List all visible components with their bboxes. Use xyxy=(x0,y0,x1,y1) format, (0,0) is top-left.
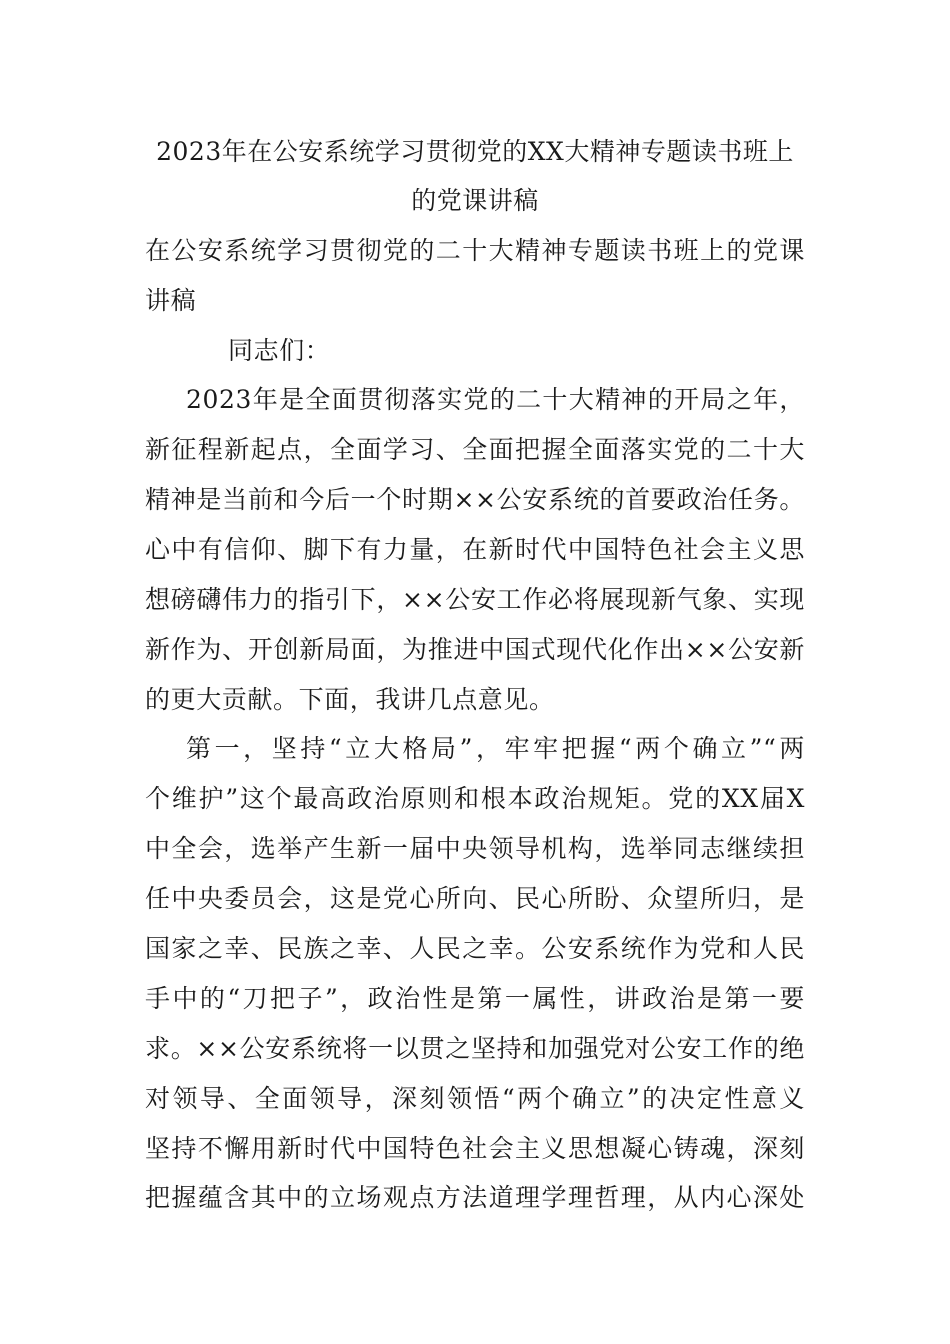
paragraph-2-line-2: 个维护”这个最高政治原则和根本政治规矩。党的XX届X xyxy=(145,784,805,813)
paragraph-2-line-5: 国家之幸、民族之幸、人民之幸。公安系统作为党和人民 xyxy=(145,934,805,963)
paragraph-2-line-10: 把握蕴含其中的立场观点方法道理学理哲理，从内心深处 xyxy=(145,1183,805,1212)
paragraph-2-line-9: 坚持不懈用新时代中国特色社会主义思想凝心铸魂，深刻 xyxy=(145,1134,805,1163)
document-title-line-1: 2023年在公安系统学习贯彻党的XX大精神专题读书班上 xyxy=(156,137,794,166)
paragraph-1-line-2: 新征程新起点，全面学习、全面把握全面落实党的二十大 xyxy=(145,435,805,464)
subtitle-line-1: 在公安系统学习贯彻党的二十大精神专题读书班上的党课 xyxy=(145,236,805,265)
paragraph-2-line-4: 任中央委员会，这是党心所向、民心所盼、众望所归，是 xyxy=(145,884,805,913)
paragraph-2-line-6: 手中的“刀把子”，政治性是第一属性，讲政治是第一要 xyxy=(145,984,805,1013)
paragraph-1-line-4: 心中有信仰、脚下有力量，在新时代中国特色社会主义思 xyxy=(145,535,805,564)
subtitle-line-2: 讲稿 xyxy=(145,286,197,315)
document-title-line-2: 的党课讲稿 xyxy=(411,186,539,215)
paragraph-2-line-3: 中全会，选举产生新一届中央领导机构，选举同志继续担 xyxy=(145,834,805,863)
paragraph-1-line-7: 的更大贡献。下面，我讲几点意见。 xyxy=(145,685,555,714)
paragraph-2-line-8: 对领导、全面领导，深刻领悟“两个确立”的决定性意义 xyxy=(145,1084,805,1113)
paragraph-2-line-7: 求。××公安系统将一以贯之坚持和加强党对公安工作的绝 xyxy=(145,1034,805,1063)
paragraph-1-line-6: 新作为、开创新局面，为推进中国式现代化作出××公安新 xyxy=(145,635,805,664)
paragraph-1-line-1: 2023年是全面贯彻落实党的二十大精神的开局之年， xyxy=(186,385,805,414)
paragraph-1-line-3: 精神是当前和今后一个时期××公安系统的首要政治任务。 xyxy=(145,485,805,514)
paragraph-1-line-5: 想磅礴伟力的指引下，××公安工作必将展现新气象、实现 xyxy=(145,585,805,614)
greeting: 同志们： xyxy=(228,336,331,365)
paragraph-2-line-1: 第一，坚持“立大格局”，牢牢把握“两个确立”“两 xyxy=(186,734,805,763)
